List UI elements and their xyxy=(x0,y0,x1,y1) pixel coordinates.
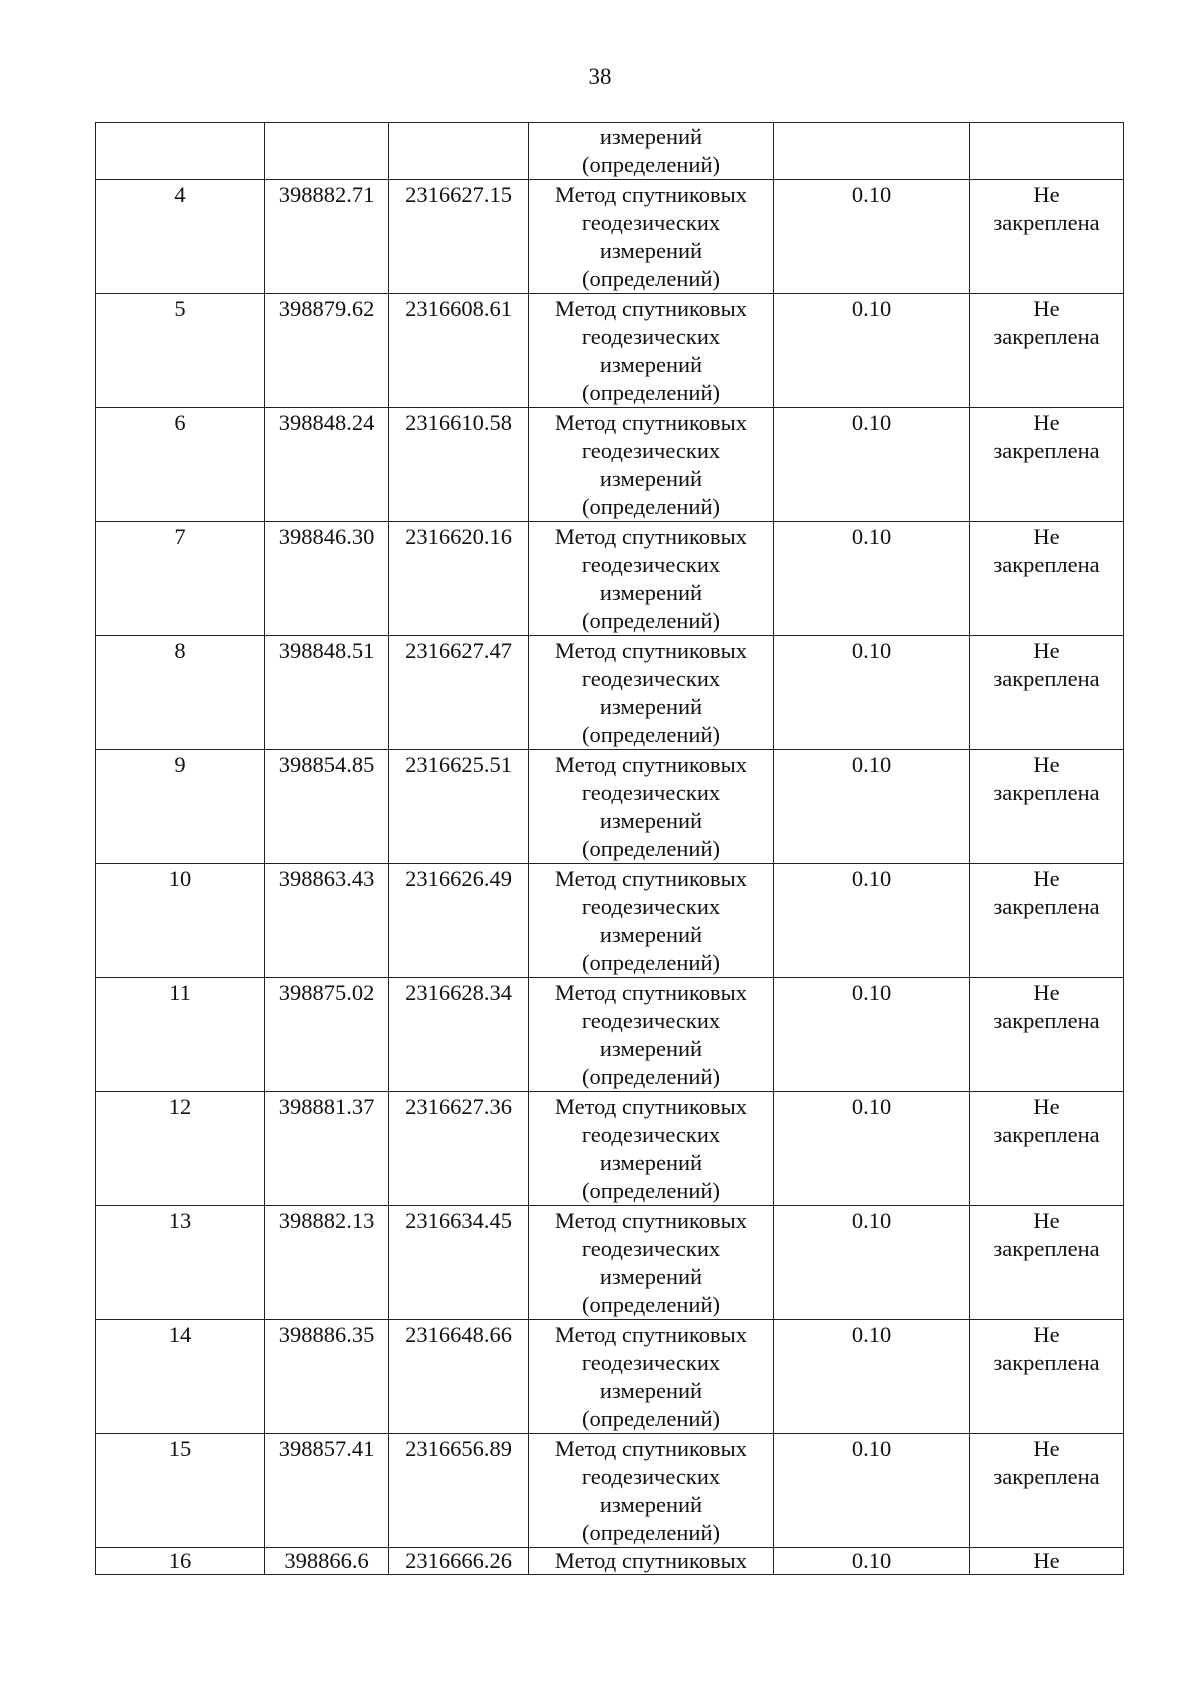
method-line: (определений) xyxy=(582,1520,720,1545)
x-coordinate-cell xyxy=(265,408,389,522)
x-coordinate-line: 398848.51 xyxy=(278,638,375,663)
accuracy-line: 0.10 xyxy=(851,866,892,891)
accuracy-cell xyxy=(774,978,970,1092)
fixation-cell xyxy=(970,1434,1124,1548)
method-line: геодезических xyxy=(581,1350,721,1375)
fixation-line: Не xyxy=(1033,866,1060,891)
point-number-line: 7 xyxy=(174,524,186,549)
accuracy-cell xyxy=(774,1320,970,1434)
fixation-cell xyxy=(970,978,1124,1092)
method-line: Метод спутниковых xyxy=(554,410,748,435)
x-coordinate-cell xyxy=(265,180,389,294)
table-row xyxy=(96,978,1124,1092)
method-cell xyxy=(529,1548,774,1575)
point-number-cell xyxy=(96,636,265,750)
method-line: (определений) xyxy=(582,266,720,291)
y-coordinate-cell xyxy=(389,123,529,180)
method-cell xyxy=(529,1320,774,1434)
method-line: геодезических xyxy=(581,780,721,805)
accuracy-cell xyxy=(774,1092,970,1206)
x-coordinate-line: 398846.30 xyxy=(278,524,375,549)
method-cell xyxy=(529,636,774,750)
fixation-line: закреплена xyxy=(993,210,1100,235)
y-coordinate-cell xyxy=(389,978,529,1092)
method-line: геодезических xyxy=(581,666,721,691)
y-coordinate-line: 2316608.61 xyxy=(405,296,512,321)
point-number-line: 16 xyxy=(168,1548,192,1573)
accuracy-cell xyxy=(774,1434,970,1548)
accuracy-line: 0.10 xyxy=(851,752,892,777)
accuracy-line: 0.10 xyxy=(851,1322,892,1347)
method-line: измерений xyxy=(599,1036,703,1061)
accuracy-cell xyxy=(774,750,970,864)
table-row xyxy=(96,180,1124,294)
fixation-cell xyxy=(970,1548,1124,1575)
point-number-cell xyxy=(96,522,265,636)
point-number-line: 9 xyxy=(174,752,186,777)
method-cell xyxy=(529,408,774,522)
method-line: измерений xyxy=(599,238,703,263)
fixation-line: закреплена xyxy=(993,1008,1100,1033)
accuracy-cell xyxy=(774,522,970,636)
accuracy-line: 0.10 xyxy=(851,980,892,1005)
x-coordinate-cell xyxy=(265,1320,389,1434)
y-coordinate-line: 2316610.58 xyxy=(405,410,512,435)
accuracy-line: 0.10 xyxy=(851,524,892,549)
method-line: (определений) xyxy=(582,1064,720,1089)
fixation-line: Не xyxy=(1033,524,1060,549)
accuracy-line: 0.10 xyxy=(851,182,892,207)
method-line: геодезических xyxy=(581,552,721,577)
method-line: измерений xyxy=(599,1264,703,1289)
fixation-cell xyxy=(970,294,1124,408)
method-cell xyxy=(529,522,774,636)
accuracy-cell xyxy=(774,294,970,408)
method-line: Метод спутниковых xyxy=(554,638,748,663)
method-line: (определений) xyxy=(582,950,720,975)
fixation-cell xyxy=(970,180,1124,294)
method-line: геодезических xyxy=(581,324,721,349)
fixation-cell xyxy=(970,408,1124,522)
method-line: измерений xyxy=(599,1378,703,1403)
method-line: измерений xyxy=(599,466,703,491)
method-line: измерений xyxy=(599,1150,703,1175)
y-coordinate-cell xyxy=(389,864,529,978)
accuracy-line: 0.10 xyxy=(851,1548,892,1573)
fixation-cell xyxy=(970,636,1124,750)
x-coordinate-line: 398863.43 xyxy=(278,866,375,891)
fixation-line: Не xyxy=(1033,1322,1060,1347)
x-coordinate-cell xyxy=(265,864,389,978)
method-line: Метод спутниковых xyxy=(554,752,748,777)
method-line: измерений xyxy=(599,694,703,719)
method-line: (определений) xyxy=(582,380,720,405)
y-coordinate-line: 2316628.34 xyxy=(405,980,512,1005)
x-coordinate-cell xyxy=(265,522,389,636)
method-cell xyxy=(529,294,774,408)
y-coordinate-cell xyxy=(389,294,529,408)
point-number-line: 13 xyxy=(168,1208,192,1233)
method-line: измерений xyxy=(599,1492,703,1517)
point-number-cell xyxy=(96,123,265,180)
fixation-line: Не xyxy=(1033,1548,1060,1573)
method-line: (определений) xyxy=(582,152,720,177)
point-number-line: 8 xyxy=(174,638,186,663)
point-number-line: 15 xyxy=(168,1436,192,1461)
x-coordinate-line: 398875.02 xyxy=(278,980,375,1005)
method-line: геодезических xyxy=(581,438,721,463)
method-line: (определений) xyxy=(582,1406,720,1431)
fixation-line: Не xyxy=(1033,296,1060,321)
x-coordinate-cell xyxy=(265,1206,389,1320)
point-number-cell xyxy=(96,978,265,1092)
fixation-cell xyxy=(970,123,1124,180)
method-line: геодезических xyxy=(581,1008,721,1033)
fixation-line: Не xyxy=(1033,1436,1060,1461)
table-row xyxy=(96,408,1124,522)
point-number-cell xyxy=(96,1320,265,1434)
x-coordinate-cell xyxy=(265,294,389,408)
method-cell xyxy=(529,1206,774,1320)
fixation-line: закреплена xyxy=(993,780,1100,805)
fixation-line: Не xyxy=(1033,1094,1060,1119)
method-line: геодезических xyxy=(581,1122,721,1147)
table-row xyxy=(96,522,1124,636)
method-line: измерений xyxy=(599,580,703,605)
x-coordinate-cell xyxy=(265,123,389,180)
x-coordinate-line: 398882.13 xyxy=(278,1208,375,1233)
fixation-line: закреплена xyxy=(993,1464,1100,1489)
point-number-line: 12 xyxy=(168,1094,192,1119)
y-coordinate-cell xyxy=(389,522,529,636)
point-number-line: 6 xyxy=(174,410,186,435)
fixation-line: закреплена xyxy=(993,324,1100,349)
point-number-cell xyxy=(96,408,265,522)
method-line: (определений) xyxy=(582,608,720,633)
method-line: измерений xyxy=(599,808,703,833)
point-number-cell xyxy=(96,1548,265,1575)
x-coordinate-cell xyxy=(265,636,389,750)
method-line: Метод спутниковых xyxy=(554,1548,748,1573)
method-line: (определений) xyxy=(582,1292,720,1317)
x-coordinate-cell xyxy=(265,1092,389,1206)
method-cell xyxy=(529,864,774,978)
method-line: измерений xyxy=(599,922,703,947)
y-coordinate-line: 2316648.66 xyxy=(405,1322,512,1347)
method-line: Метод спутниковых xyxy=(554,1094,748,1119)
method-line: (определений) xyxy=(582,836,720,861)
method-line: геодезических xyxy=(581,1464,721,1489)
y-coordinate-cell xyxy=(389,1548,529,1575)
fixation-line: Не xyxy=(1033,410,1060,435)
y-coordinate-line: 2316626.49 xyxy=(405,866,512,891)
table-row xyxy=(96,750,1124,864)
method-line: измерений xyxy=(599,124,703,149)
accuracy-cell xyxy=(774,408,970,522)
method-line: измерений xyxy=(599,352,703,377)
x-coordinate-line: 398881.37 xyxy=(278,1094,375,1119)
fixation-line: закреплена xyxy=(993,1122,1100,1147)
accuracy-line: 0.10 xyxy=(851,1208,892,1233)
y-coordinate-line: 2316627.15 xyxy=(405,182,512,207)
method-line: (определений) xyxy=(582,722,720,747)
table-row-continued xyxy=(96,123,1124,180)
method-cell xyxy=(529,1092,774,1206)
y-coordinate-line: 2316627.47 xyxy=(405,638,512,663)
method-line: геодезических xyxy=(581,210,721,235)
point-number-line: 10 xyxy=(168,866,192,891)
accuracy-cell xyxy=(774,1548,970,1575)
y-coordinate-line: 2316627.36 xyxy=(405,1094,512,1119)
point-number-line: 4 xyxy=(174,182,186,207)
method-line: Метод спутниковых xyxy=(554,866,748,891)
accuracy-line: 0.10 xyxy=(851,296,892,321)
table-body xyxy=(96,123,1124,1575)
accuracy-cell xyxy=(774,1206,970,1320)
point-number-line: 14 xyxy=(168,1322,192,1347)
point-number-cell xyxy=(96,1434,265,1548)
method-cell xyxy=(529,1434,774,1548)
y-coordinate-cell xyxy=(389,180,529,294)
table-row xyxy=(96,1320,1124,1434)
fixation-line: закреплена xyxy=(993,552,1100,577)
accuracy-cell xyxy=(774,636,970,750)
table-row xyxy=(96,636,1124,750)
fixation-line: закреплена xyxy=(993,438,1100,463)
point-number-line: 11 xyxy=(169,980,191,1005)
coordinates-table xyxy=(95,122,1124,1575)
fixation-line: Не xyxy=(1033,182,1060,207)
y-coordinate-line: 2316620.16 xyxy=(405,524,512,549)
method-line: (определений) xyxy=(582,494,720,519)
method-line: (определений) xyxy=(582,1178,720,1203)
point-number-cell xyxy=(96,750,265,864)
x-coordinate-line: 398882.71 xyxy=(278,182,375,207)
accuracy-line: 0.10 xyxy=(851,638,892,663)
point-number-cell xyxy=(96,180,265,294)
page-number: 38 xyxy=(588,64,612,89)
point-number-cell xyxy=(96,864,265,978)
accuracy-cell xyxy=(774,864,970,978)
table-row xyxy=(96,864,1124,978)
y-coordinate-cell xyxy=(389,1320,529,1434)
y-coordinate-line: 2316666.26 xyxy=(405,1548,512,1573)
fixation-cell xyxy=(970,522,1124,636)
x-coordinate-cell xyxy=(265,750,389,864)
fixation-line: Не xyxy=(1033,980,1060,1005)
method-line: Метод спутниковых xyxy=(554,182,748,207)
x-coordinate-cell xyxy=(265,978,389,1092)
method-line: геодезических xyxy=(581,1236,721,1261)
method-line: Метод спутниковых xyxy=(554,1208,748,1233)
fixation-cell xyxy=(970,750,1124,864)
fixation-line: закреплена xyxy=(993,894,1100,919)
y-coordinate-line: 2316656.89 xyxy=(405,1436,512,1461)
x-coordinate-line: 398879.62 xyxy=(278,296,375,321)
y-coordinate-cell xyxy=(389,636,529,750)
accuracy-line: 0.10 xyxy=(851,1436,892,1461)
accuracy-line: 0.10 xyxy=(851,1094,892,1119)
method-cell xyxy=(529,180,774,294)
x-coordinate-line: 398857.41 xyxy=(278,1436,375,1461)
fixation-line: закреплена xyxy=(993,1236,1100,1261)
point-number-cell xyxy=(96,1092,265,1206)
y-coordinate-cell xyxy=(389,750,529,864)
fixation-cell xyxy=(970,1206,1124,1320)
accuracy-cell xyxy=(774,123,970,180)
y-coordinate-line: 2316634.45 xyxy=(405,1208,512,1233)
x-coordinate-line: 398886.35 xyxy=(278,1322,375,1347)
table-row-partial xyxy=(96,1548,1124,1575)
table-row xyxy=(96,1092,1124,1206)
point-number-line: 5 xyxy=(174,296,186,321)
method-line: Метод спутниковых xyxy=(554,524,748,549)
x-coordinate-cell xyxy=(265,1434,389,1548)
fixation-line: Не xyxy=(1033,752,1060,777)
x-coordinate-line: 398848.24 xyxy=(278,410,375,435)
x-coordinate-line: 398866.6 xyxy=(284,1548,369,1573)
fixation-cell xyxy=(970,864,1124,978)
method-line: Метод спутниковых xyxy=(554,1436,748,1461)
table-row xyxy=(96,1434,1124,1548)
fixation-cell xyxy=(970,1092,1124,1206)
method-line: Метод спутниковых xyxy=(554,296,748,321)
point-number-cell xyxy=(96,294,265,408)
fixation-line: закреплена xyxy=(993,1350,1100,1375)
fixation-line: Не xyxy=(1033,638,1060,663)
method-line: Метод спутниковых xyxy=(554,980,748,1005)
fixation-line: Не xyxy=(1033,1208,1060,1233)
fixation-line: закреплена xyxy=(993,666,1100,691)
x-coordinate-cell xyxy=(265,1548,389,1575)
method-cell xyxy=(529,978,774,1092)
table-row xyxy=(96,294,1124,408)
method-cell xyxy=(529,750,774,864)
y-coordinate-cell xyxy=(389,1092,529,1206)
method-line: геодезических xyxy=(581,894,721,919)
y-coordinate-cell xyxy=(389,408,529,522)
fixation-cell xyxy=(970,1320,1124,1434)
y-coordinate-line: 2316625.51 xyxy=(405,752,512,777)
method-cell xyxy=(529,123,774,180)
method-line: Метод спутниковых xyxy=(554,1322,748,1347)
y-coordinate-cell xyxy=(389,1206,529,1320)
x-coordinate-line: 398854.85 xyxy=(278,752,375,777)
y-coordinate-cell xyxy=(389,1434,529,1548)
point-number-cell xyxy=(96,1206,265,1320)
accuracy-cell xyxy=(774,180,970,294)
accuracy-line: 0.10 xyxy=(851,410,892,435)
table-row xyxy=(96,1206,1124,1320)
